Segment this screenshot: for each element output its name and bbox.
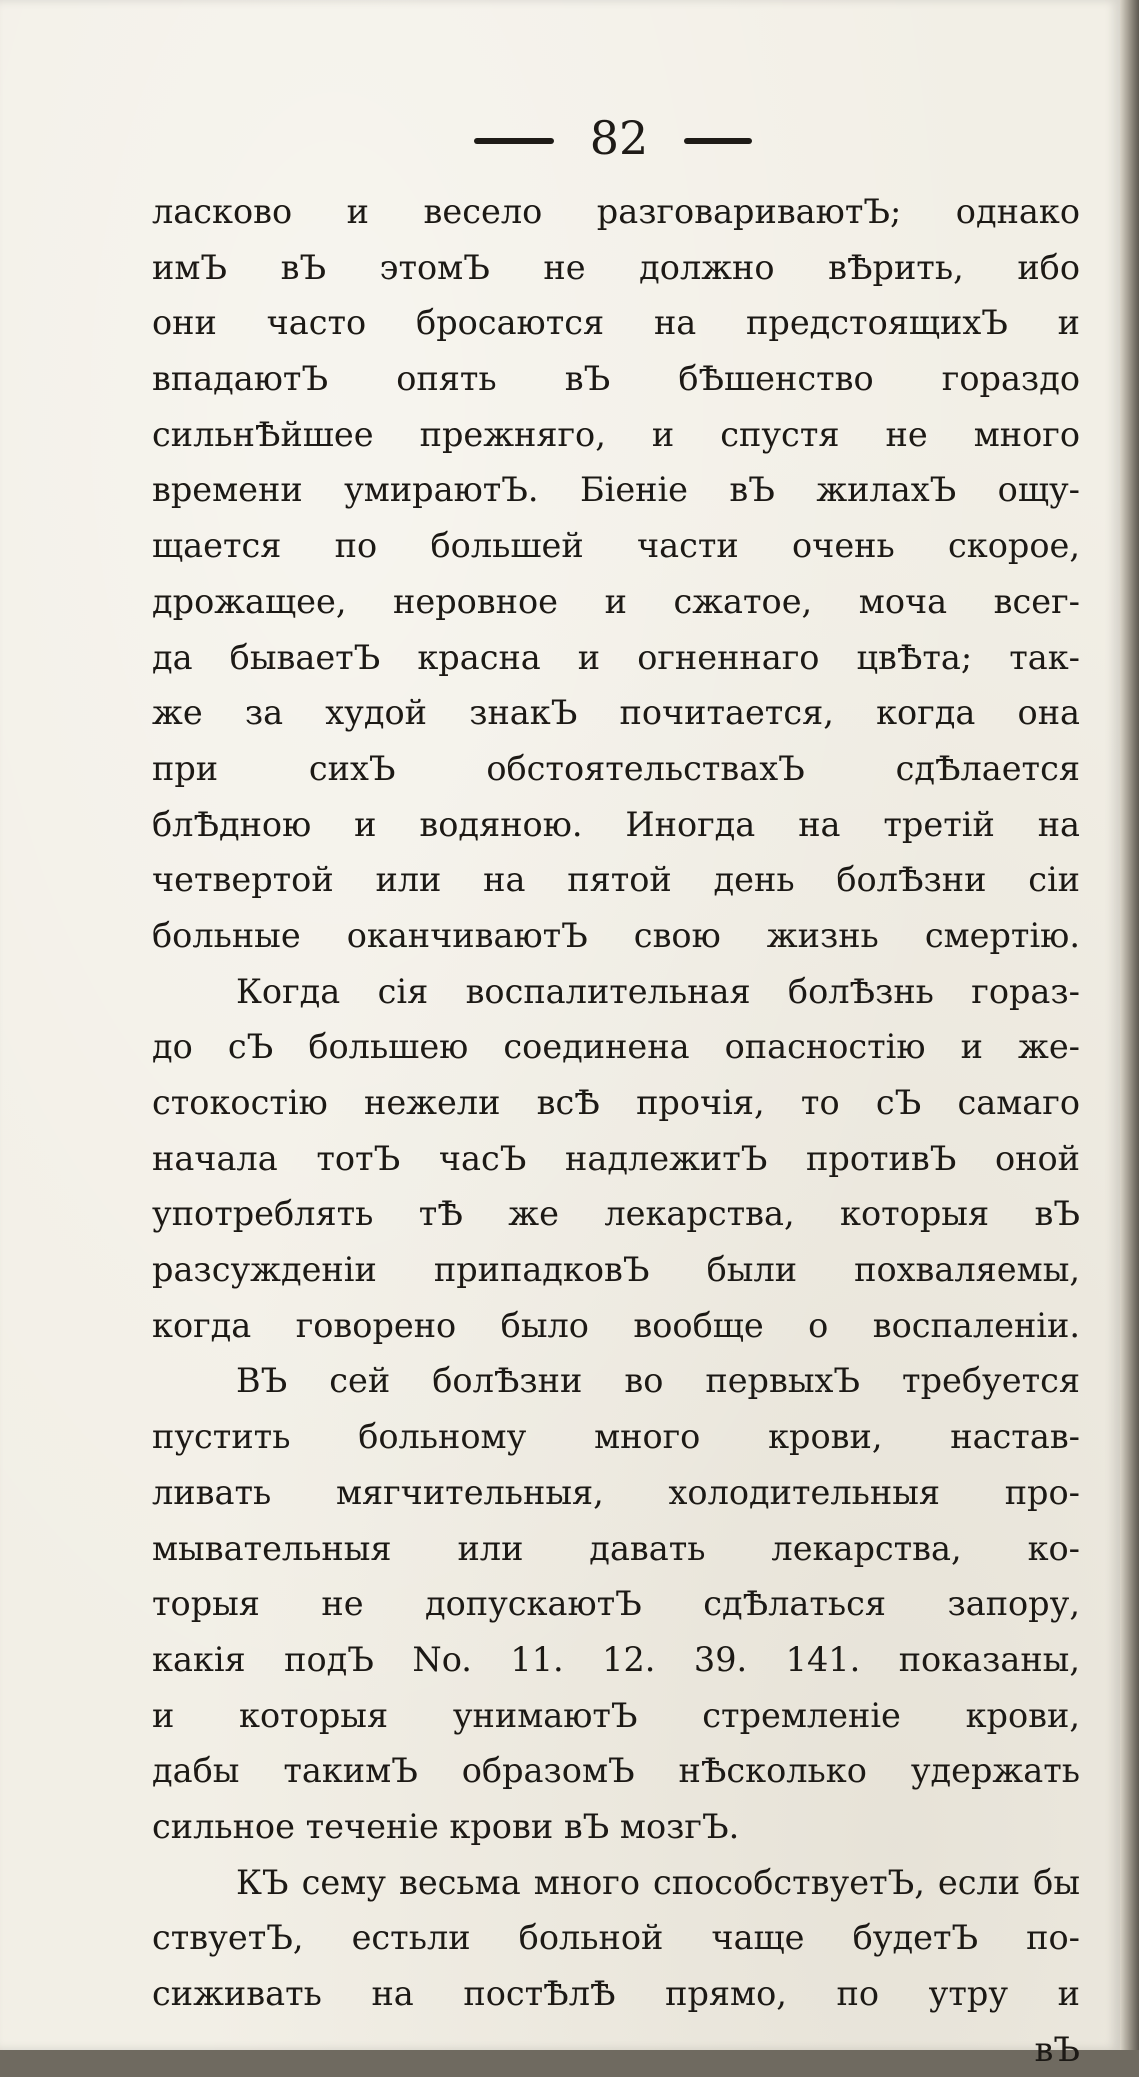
text-line: имЪ вЪ этомЪ не должно вѢрить, ибо xyxy=(152,247,1080,287)
text-line: щается по большей части очень скорое, xyxy=(152,526,1080,566)
text-line: сильнѢйшее прежняго, и спустя не много xyxy=(152,414,1080,454)
binding-gutter xyxy=(1120,0,1139,2050)
text-line: сиживать на постѢлѢ прямо, по утру и xyxy=(152,1974,1080,2013)
text-line: ствуетЪ, естьли больной чаще будетЪ по- xyxy=(152,1918,1080,1958)
text-line: сильное теченіе крови вЪ мозгЪ. xyxy=(152,1806,740,1846)
text-line: пустить больному много крови, настав- xyxy=(152,1417,1080,1457)
text-line: торыя не допускаютЪ сдѢлаться запору, xyxy=(152,1584,1080,1624)
text-line: дабы такимЪ образомЪ нѢсколько удержать xyxy=(152,1751,1080,1791)
catchword: вЪ xyxy=(1034,2029,1080,2069)
paragraph-2 xyxy=(152,964,1080,1354)
text-line: какія подЪ No. 11. 12. 39. 141. показаны, xyxy=(152,1639,1080,1679)
paragraph-1 xyxy=(152,184,1080,964)
page-header xyxy=(0,108,1120,168)
text-line: четвертой или на пятой день болѢзни сіи xyxy=(152,860,1080,900)
text-line: ласково и весело разговариваютЪ; однако xyxy=(152,192,1080,231)
text-line: ВЪ сей болѢзни во первыхЪ требуется xyxy=(236,1361,1080,1401)
header-rule-left xyxy=(474,138,554,144)
text-line: больные оканчиваютЪ свою жизнь смертію. xyxy=(152,915,1080,955)
page-number: 82 xyxy=(589,111,649,165)
text-line: мывательныя или давать лекарства, ко- xyxy=(152,1528,1080,1568)
text-line: стокостію нежели всѢ прочія, то сЪ самаго xyxy=(152,1083,1080,1122)
text-line: КЪ сему весьма много способствуетЪ, если бы xyxy=(236,1862,1080,1902)
text-line: блѢдною и водяною. Иногда на третій на xyxy=(152,804,1080,844)
body-text xyxy=(152,184,1080,2077)
text-line: они часто бросаются на предстоящихЪ и xyxy=(152,303,1080,343)
paragraph-3 xyxy=(152,1353,1080,1854)
text-line: дрожащее, неровное и сжатое, моча всег- xyxy=(152,581,1080,621)
text-line: до сЪ большею соединена опасностію и же- xyxy=(152,1027,1080,1067)
text-line: впадаютЪ опять вЪ бѢшенство гораздо xyxy=(152,359,1080,399)
text-line: употреблять тѢ же лекарства, которыя вЪ xyxy=(152,1194,1080,1234)
header-rule-right xyxy=(684,138,752,144)
paragraph-4 xyxy=(152,1855,1080,2022)
text-line: и которыя унимаютЪ стремленіе крови, xyxy=(152,1695,1080,1735)
text-line: да бываетЪ красна и огненнаго цвѢта; так- xyxy=(152,637,1080,677)
text-line: разсужденіи припадковЪ были похваляемы, xyxy=(152,1250,1080,1290)
text-line: когда говорено было вообще о воспаленіи. xyxy=(152,1305,1080,1345)
text-line: начала тотЪ часЪ надлежитЪ противЪ оной xyxy=(152,1138,1080,1178)
text-line: при сихЪ обстоятельствахЪ сдѢлается xyxy=(152,748,1080,788)
text-line: ливать мягчительныя, холодительныя про- xyxy=(152,1472,1080,1512)
text-line: Когда сія воспалительная болѢзнь гораз- xyxy=(236,971,1080,1011)
text-line: времени умираютЪ. Біеніе вЪ жилахЪ ощу- xyxy=(152,470,1080,510)
text-line: же за худой знакЪ почитается, когда она xyxy=(152,693,1080,733)
